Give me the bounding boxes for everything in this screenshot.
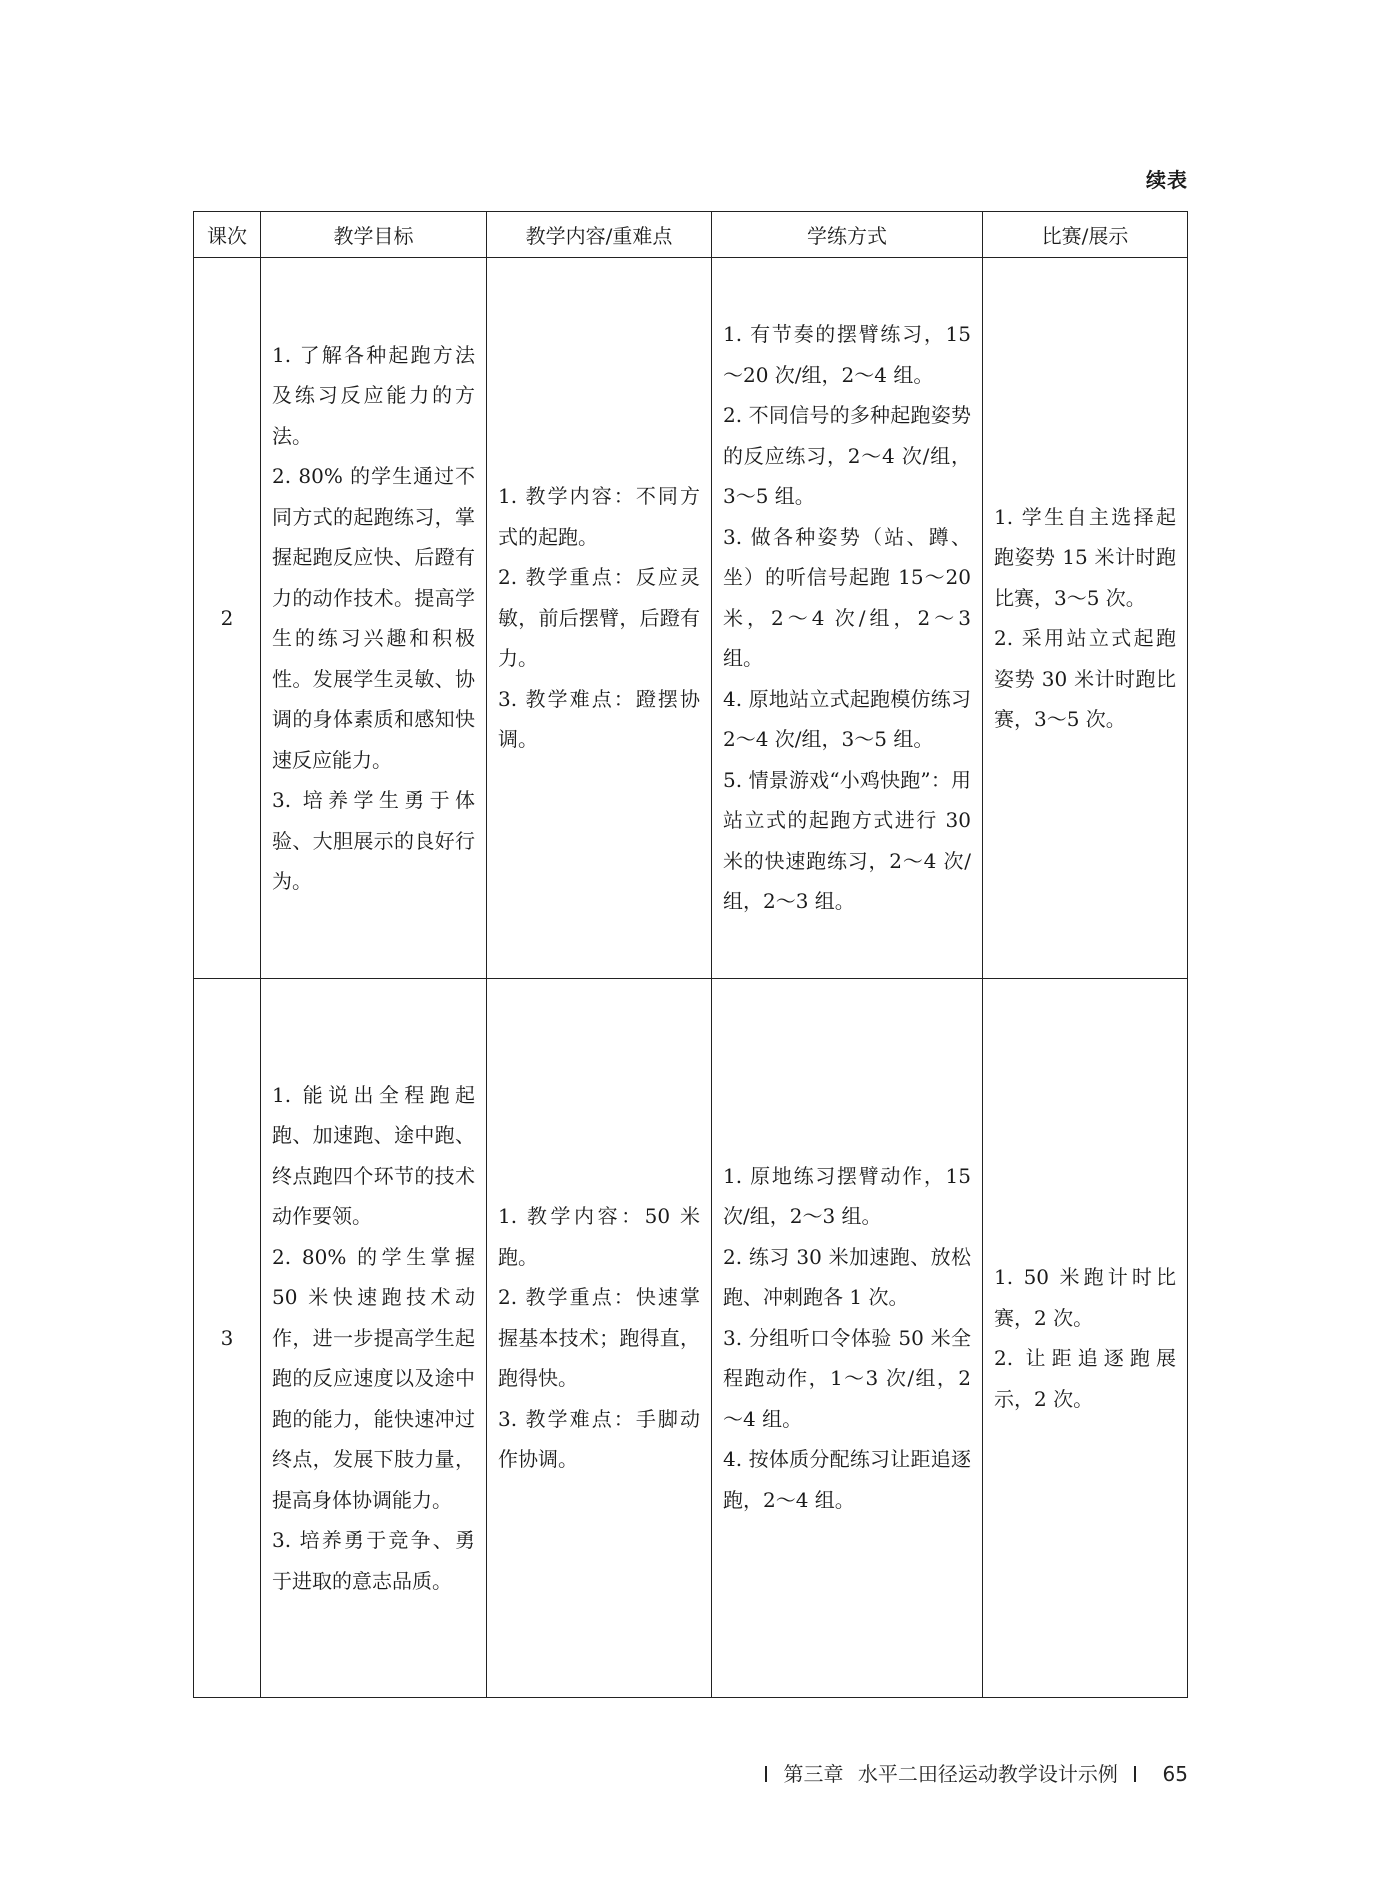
competition-item: 1. 学生自主选择起跑姿势 15 米计时跑比赛，3～5 次。 [994,504,1176,610]
content-item: 1. 教学内容：50 米跑。 [498,1204,700,1269]
continued-table-label: 续表 [1146,168,1188,192]
competition-item: 1. 50 米跑计时比赛，2 次。 [994,1265,1176,1330]
table-row [194,979,1188,1698]
method-item: 4. 原地站立式起跑模仿练习 2～4 次/组，3～5 组。 [723,686,971,752]
methods-cell [712,258,983,979]
method-item: 2. 练习 30 米加速跑、放松跑、冲刺跑各 1 次。 [723,1244,971,1310]
method-item: 4. 按体质分配练习让距追逐跑，2～4 组。 [723,1447,971,1512]
methods-cell [712,979,983,1698]
competition-item: 2. 让距追逐跑展示，2 次。 [994,1346,1176,1411]
competition-cell [983,258,1188,979]
header-objectives: 教学目标 [261,212,487,258]
objective-item: 2. 80% 的学生掌握 50 米快速跑技术动作，进一步提高学生起跑的反应速度以及途中跑的能力，能快速冲过终点，发展下肢力量，提高身体协调能力。 [272,1244,475,1512]
content-item: 2. 教学重点：反应灵敏，前后摆臂，后蹬有力。 [498,565,700,671]
competition-cell [983,979,1188,1698]
objectives-cell [261,258,487,979]
content-cell [487,258,712,979]
table-row [194,258,1188,979]
separator-bar [765,1766,767,1782]
method-item: 1. 有节奏的摆臂练习，15～20 次/组，2～4 组。 [723,322,971,387]
lesson-plan-table [193,211,1188,1698]
content-item: 3. 教学难点：蹬摆协调。 [498,686,700,752]
content-item: 3. 教学难点：手脚动作协调。 [498,1406,700,1472]
table-header-row [194,212,1188,258]
method-item: 1. 原地练习摆臂动作，15 次/组，2～3 组。 [723,1163,971,1229]
header-methods: 学练方式 [712,212,983,258]
page-number: 65 [1162,1762,1188,1786]
objective-item: 1. 能说出全程跑起跑、加速跑、途中跑、终点跑四个环节的技术动作要领。 [272,1082,475,1229]
content-item: 2. 教学重点：快速掌握基本技术；跑得直，跑得快。 [498,1285,700,1391]
page-footer [765,1758,1188,1787]
method-item: 2. 不同信号的多种起跑姿势的反应练习，2～4 次/组，3～5 组。 [723,403,971,509]
objective-item: 3. 培养学生勇于体验、大胆展示的良好行为。 [272,788,475,893]
method-item: 5. 情景游戏“小鸡快跑”：用站立式的起跑方式进行 30 米的快速跑练习，2～4 次/组，2～3 组。 [723,767,971,914]
objective-item: 1. 了解各种起跑方法及练习反应能力的方法。 [272,342,475,448]
objectives-cell [261,979,487,1698]
header-lesson: 课次 [194,212,261,258]
method-item: 3. 分组听口令体验 50 米全程跑动作，1～3 次/组，2～4 组。 [723,1325,971,1431]
lesson-number: 2 [194,258,261,979]
content-cell [487,979,712,1698]
objective-item: 3. 培养勇于竞争、勇于进取的意志品质。 [272,1528,475,1593]
header-content: 教学内容/重难点 [487,212,712,258]
method-item: 3. 做各种姿势（站、蹲、坐）的听信号起跑 15～20 米，2～4 次/组，2～3 组。 [723,524,971,671]
lesson-number: 3 [194,979,261,1698]
objective-item: 2. 80% 的学生通过不同方式的起跑练习，掌握起跑反应快、后蹬有力的动作技术。提高学生的练习兴趣和积极性。发展学生灵敏、协调的身体素质和感知快速反应能力。 [272,464,475,772]
footer-chapter: 第三章 [783,1762,844,1786]
footer-title: 水平二田径运动教学设计示例 [857,1762,1118,1786]
competition-item: 2. 采用站立式起跑姿势 30 米计时跑比赛，3～5 次。 [994,626,1176,731]
header-competition: 比赛/展示 [983,212,1188,258]
separator-bar [1134,1766,1136,1782]
content-item: 1. 教学内容：不同方式的起跑。 [498,484,700,549]
